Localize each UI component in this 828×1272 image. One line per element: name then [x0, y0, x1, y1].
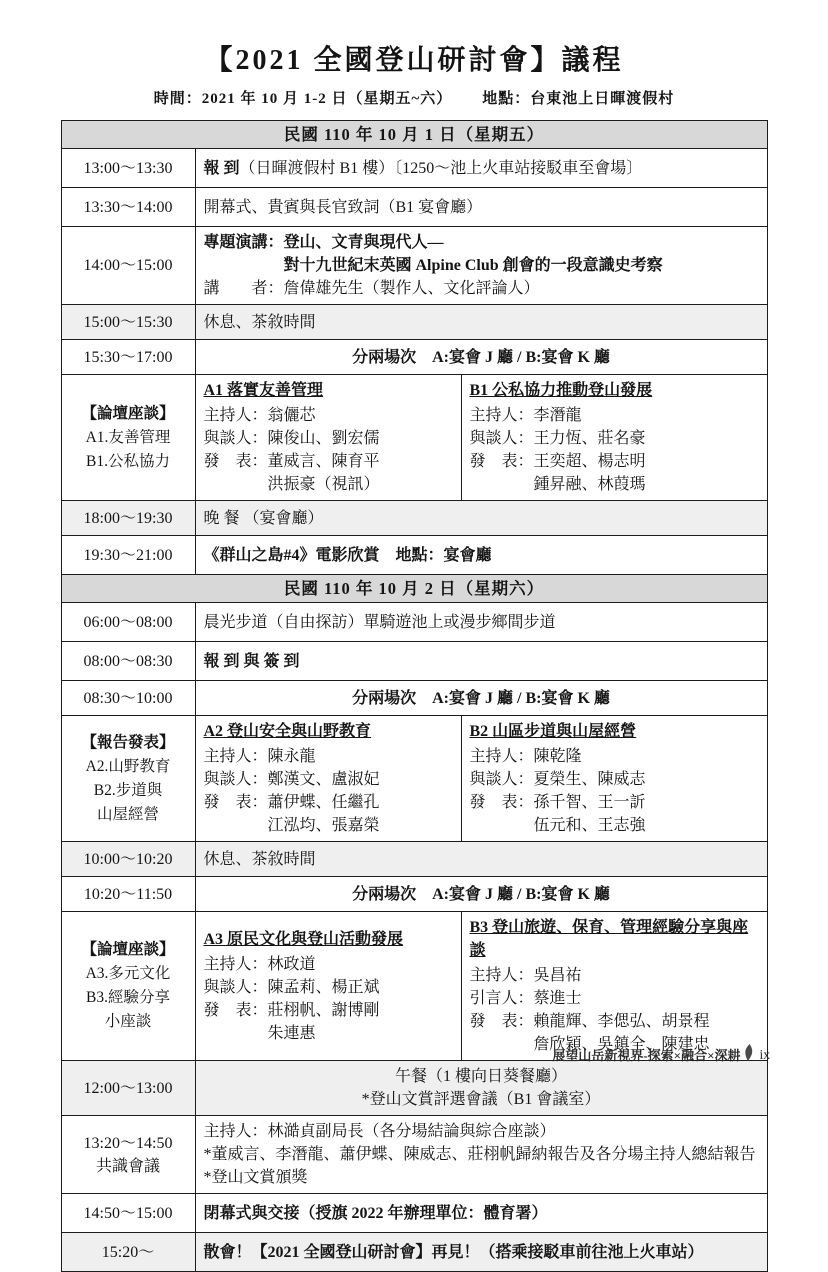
- session-line: 主持人：陳乾隆: [469, 748, 582, 765]
- session-line: 朱連惠: [267, 1024, 316, 1042]
- report-label-b: B2.步道與: [93, 781, 163, 799]
- content-cell: 晚 餐 （宴會廳）: [195, 501, 767, 536]
- content-cell: [195, 149, 767, 188]
- day2-header: 民國 110 年 10 月 2 日（星期六）: [61, 575, 767, 603]
- session-b-cell: [461, 375, 767, 501]
- session-line: 發 表：莊栩帆、謝博剛: [203, 1001, 380, 1019]
- footer-slogan: 展望山岳新視界-探索×融合×深耕: [552, 1048, 741, 1063]
- session-line: 與談人：夏榮生、陳威志: [469, 771, 646, 788]
- session-line: 主持人：翁儷芯: [203, 407, 316, 424]
- forum-label-b2: 小座談: [104, 1013, 152, 1030]
- forum-label-a: A3.多元文化: [85, 965, 171, 982]
- meta-time: 時間：2021 年 10 月 1-2 日（星期五~六）: [153, 91, 453, 107]
- session-a-cell: [195, 716, 461, 842]
- content-cell: 報 到 與 簽 到: [195, 642, 767, 681]
- table-row: [61, 188, 767, 227]
- agenda-table: [61, 120, 768, 1272]
- day1-header-row: [61, 121, 767, 149]
- time-cell: 15:00～15:30: [61, 305, 195, 340]
- session-line: 與談人：陳孟莉、楊正斌: [203, 978, 380, 996]
- session-line: 主持人：吳昌祐: [469, 967, 582, 984]
- forum-row: [61, 375, 767, 501]
- session-line: 鍾昇融、林葭瑪: [533, 476, 646, 493]
- time-cell: [61, 1116, 195, 1194]
- table-row: [61, 842, 767, 877]
- session-line: 洪振豪（視訊）: [267, 476, 380, 493]
- forum-row: [61, 912, 767, 1061]
- session-line: 與談人：陳俊山、劉宏儒: [203, 430, 380, 447]
- content-cell: [195, 227, 767, 305]
- time-cell: 10:20～11:50: [61, 877, 195, 912]
- session-a-cell: [195, 912, 461, 1061]
- content-cell: 分兩場次 A:宴會 J 廳 / B:宴會 K 廳: [195, 877, 767, 912]
- table-row: [61, 227, 767, 305]
- table-row: [61, 305, 767, 340]
- table-row: [61, 149, 767, 188]
- session-line: 發 表：孫千智、王一訢: [469, 794, 646, 811]
- session-a-title: A1 落實友善管理: [203, 382, 324, 399]
- consensus-line: *登山文賞頒獎: [203, 1169, 308, 1186]
- day2-header-row: [61, 575, 767, 603]
- content-cell: 《群山之島#4》電影欣賞 地點：宴會廳: [195, 536, 767, 575]
- table-row: [61, 1233, 767, 1272]
- meta-line: [0, 87, 828, 108]
- keynote-subtitle: 對十九世紀末英國 Alpine Club 創會的一段意識史考察: [283, 257, 663, 274]
- report-row: [61, 716, 767, 842]
- table-row: [61, 1194, 767, 1233]
- keynote-title: 專題演講：登山、文青與現代人—: [203, 234, 444, 251]
- session-line: 江泓均、張嘉榮: [267, 817, 380, 834]
- table-row: [61, 1061, 767, 1116]
- session-b-title: B2 山區步道與山屋經營: [469, 723, 637, 740]
- content-cell: 閉幕式與交接（授旗 2022 年辦理單位：體育署）: [195, 1194, 767, 1233]
- forum-label-cell: [61, 912, 195, 1061]
- session-line: 引言人：蔡進士: [469, 990, 582, 1007]
- page-title: 【2021 全國登山研討會】議程: [204, 45, 624, 76]
- session-b-cell: [461, 912, 767, 1061]
- session-a-title: A3 原民文化與登山活動發展: [203, 930, 404, 948]
- session-a-title: A2 登山安全與山野教育: [203, 723, 372, 740]
- time-cell: 14:00～15:00: [61, 227, 195, 305]
- session-line: 發 表：蕭伊蝶、任繼孔: [203, 794, 380, 811]
- forum-label: 【論壇座談】: [81, 941, 175, 958]
- session-line: 伍元和、王志強: [533, 817, 646, 834]
- time-cell: 10:00～10:20: [61, 842, 195, 877]
- day1-header: 民國 110 年 10 月 1 日（星期五）: [61, 121, 767, 149]
- session-line: 發 表：董威言、陳育平: [203, 453, 380, 470]
- session-line: 與談人：鄭漢文、盧淑妃: [203, 771, 380, 788]
- forum-label: 【論壇座談】: [81, 404, 175, 422]
- time-cell: 18:00～19:30: [61, 501, 195, 536]
- table-row: [61, 681, 767, 716]
- content-cell: 休息、茶敘時間: [195, 305, 767, 340]
- table-row: [61, 340, 767, 375]
- time-cell: 13:30～14:00: [61, 188, 195, 227]
- report-label-cell: [61, 716, 195, 842]
- meta-place: 地點：台東池上日暉渡假村: [482, 91, 675, 107]
- keynote-speaker: 講 者：詹偉雄先生（製作人、文化評論人）: [203, 280, 540, 297]
- forum-label-b: B1.公私協力: [86, 452, 170, 470]
- leaf-icon: [742, 1043, 755, 1065]
- time-cell: 15:30～17:00: [61, 340, 195, 375]
- session-line: 與談人：王力恆、莊名豪: [469, 430, 646, 447]
- table-row: [61, 1116, 767, 1194]
- time-cell: 13:00～13:30: [61, 149, 195, 188]
- time-cell: 19:30～21:00: [61, 536, 195, 575]
- lunch-note: *登山文賞評選會議（B1 會議室）: [361, 1091, 601, 1108]
- time-cell: 15:20～: [61, 1233, 195, 1272]
- table-row: [61, 877, 767, 912]
- session-b-title: B3 登山旅遊、保育、管理經驗分享與座談: [469, 919, 749, 959]
- time-cell: 08:30～10:00: [61, 681, 195, 716]
- content-cell: 開幕式、貴賓與長官致詞（B1 宴會廳）: [195, 188, 767, 227]
- content-cell: 分兩場次 A:宴會 J 廳 / B:宴會 K 廳: [195, 340, 767, 375]
- time-label: 共識會議: [95, 1157, 160, 1175]
- content-cell: [195, 1116, 767, 1194]
- report-label: 【報告發表】: [81, 733, 175, 751]
- report-label-a: A2.山野教育: [85, 757, 171, 775]
- consensus-line: 主持人：林澔貞副局長（各分場結論與綜合座談）: [203, 1123, 556, 1140]
- content-cell: 休息、茶敘時間: [195, 842, 767, 877]
- page-number: ix: [759, 1046, 770, 1062]
- session-line: 發 表：賴龍輝、李偲弘、胡景程: [469, 1013, 710, 1030]
- session-line: 主持人：陳永龍: [203, 748, 316, 765]
- forum-label-b: B3.經驗分享: [86, 989, 170, 1006]
- lunch-line: 午餐（1 樓向日葵餐廳）: [394, 1068, 567, 1085]
- content-cell: 分兩場次 A:宴會 J 廳 / B:宴會 K 廳: [195, 681, 767, 716]
- consensus-line: *董威言、李潛龍、蕭伊蝶、陳威志、莊栩帆歸納報告及各分場主持人總結報告: [203, 1146, 756, 1163]
- session-line: 詹欣穎、吳鎮全、陳建忠: [533, 1036, 710, 1053]
- table-row: [61, 603, 767, 642]
- session-line: 發 表：王奕超、楊志明: [469, 453, 646, 470]
- time-cell: 12:00～13:00: [61, 1061, 195, 1116]
- event-title: 報 到: [203, 159, 240, 177]
- event-detail: （日暉渡假村 B1 樓）〔1250～池上火車站接駁車至會場〕: [239, 159, 643, 177]
- content-cell: 晨光步道（自由探訪）單騎遊池上或漫步鄉間步道: [195, 603, 767, 642]
- time-range: 13:20～14:50: [83, 1134, 173, 1152]
- content-cell: [195, 1061, 767, 1116]
- page-footer: [552, 1044, 770, 1065]
- forum-label-cell: [61, 375, 195, 501]
- table-row: [61, 536, 767, 575]
- session-b-cell: [461, 716, 767, 842]
- table-row: [61, 501, 767, 536]
- table-row: [61, 642, 767, 681]
- forum-label-a: A1.友善管理: [85, 428, 171, 446]
- time-cell: 06:00～08:00: [61, 603, 195, 642]
- session-line: 主持人：林政道: [203, 955, 316, 973]
- report-label-b2: 山屋經營: [96, 805, 159, 823]
- session-a-cell: [195, 375, 461, 501]
- content-cell: 散會！【2021 全國登山研討會】再見！（搭乘接駁車前往池上火車站）: [195, 1233, 767, 1272]
- time-cell: 08:00～08:30: [61, 642, 195, 681]
- session-b-title: B1 公私協力推動登山發展: [469, 382, 653, 399]
- session-line: 主持人：李潛龍: [469, 407, 582, 424]
- time-cell: 14:50～15:00: [61, 1194, 195, 1233]
